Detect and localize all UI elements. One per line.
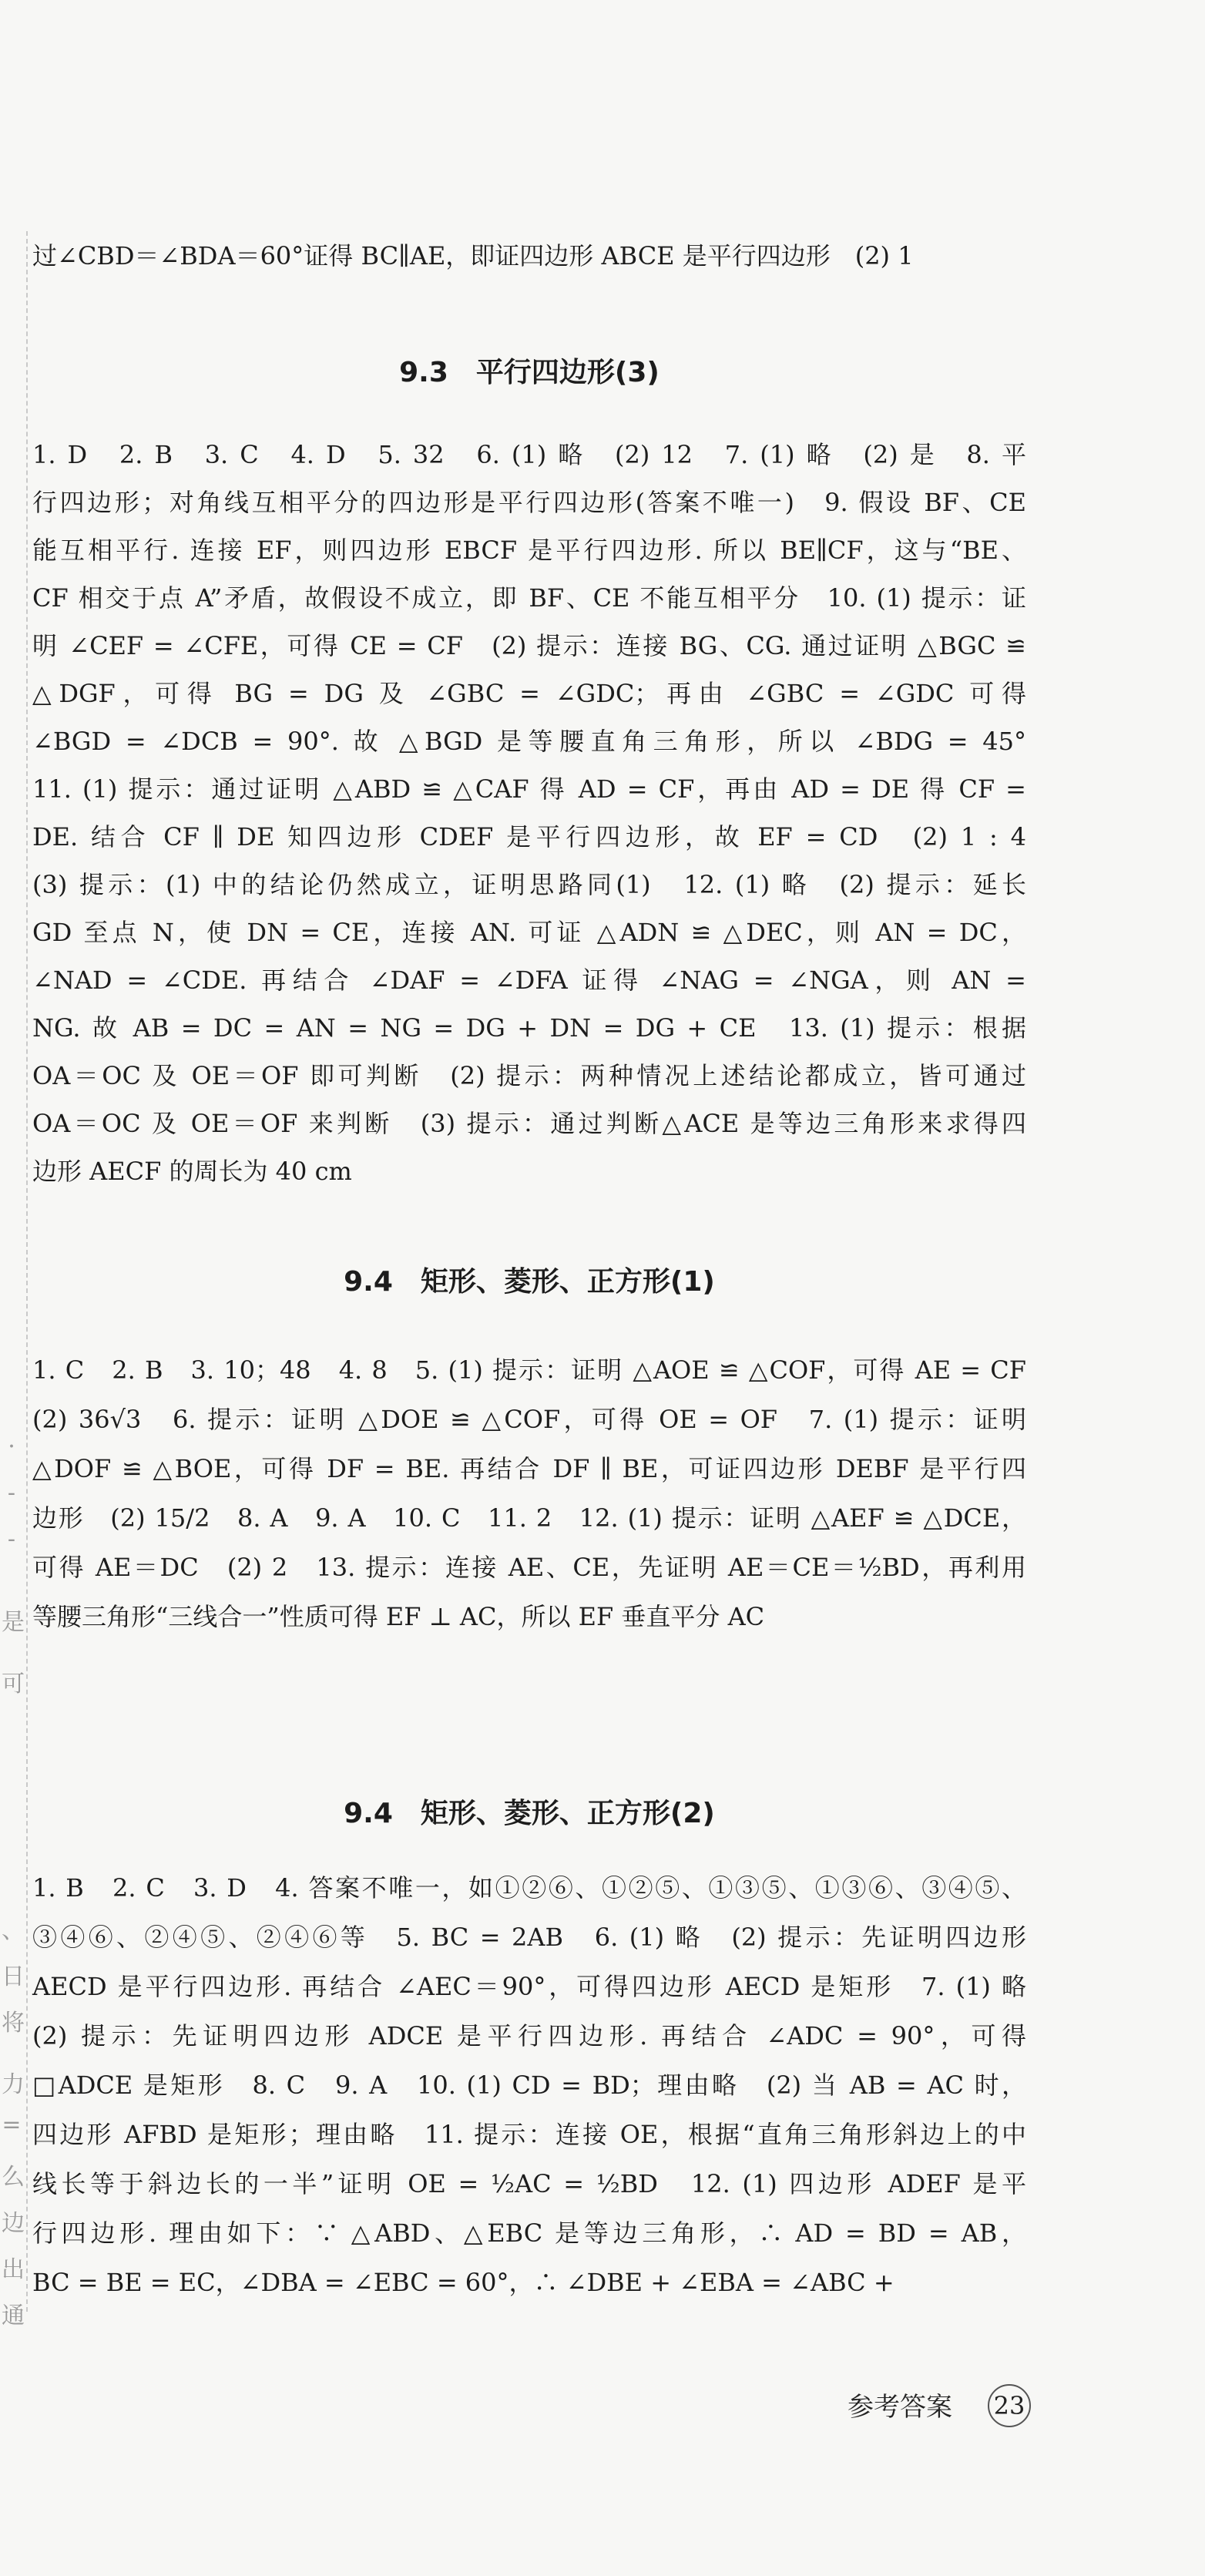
answer-line: 1. C 2. B 3. 10；48 4. 8 5. (1) 提示：证明 △AOE ≌ △COF，可得 AE = CF (32, 1355, 1026, 1385)
gutter-fragment: 日 (2, 1963, 25, 1990)
answer-line: NG. 故 AB = DC = AN = NG = DG + DN = DG + CE 13. (1) 提示：根据 (32, 1013, 1026, 1043)
gutter-fragment: = (2, 2111, 22, 2138)
answer-line: 1. D 2. B 3. C 4. D 5. 32 6. (1) 略 (2) 12 7. (1) 略 (2) 是 8. 平 (32, 440, 1026, 469)
answer-line: □ADCE 是矩形 8. C 9. A 10. (1) CD = BD；理由略 (2) 当 AB = AC 时， (32, 2071, 1026, 2100)
gutter-fragment: 么 (2, 2164, 25, 2191)
answer-line: 边形 AECF 的周长为 40 cm (32, 1157, 352, 1186)
answer-line: (3) 提示：(1) 中的结论仍然成立，证明思路同(1) 12. (1) 略 (2) 提示：延长 (32, 870, 1026, 899)
answer-line: △DGF，可得 BG = DG 及 ∠GBC = ∠GDC；再由 ∠GBC = ∠GDC 可得 (32, 679, 1026, 708)
gutter-fragment: - (7, 1479, 16, 1506)
gutter-fragment: 可 (2, 1671, 25, 1698)
answer-line: ③④⑥、②④⑤、②④⑥等 5. BC = 2AB 6. (1) 略 (2) 提示：先证明四边形 (32, 1923, 1026, 1952)
answer-line: (2) 提示：先证明四边形 ADCE 是平行四边形. 再结合 ∠ADC = 90°，可得 (32, 2021, 1026, 2050)
gutter-fragment: - (7, 1526, 16, 1553)
answer-line: GD 至点 N，使 DN = CE，连接 AN. 可证 △ADN ≌ △DEC，则 AN = DC， (32, 918, 1026, 947)
answer-line: 线长等于斜边长的一半”证明 OE = ½AC = ½BD 12. (1) 四边形 ADEF 是平 (32, 2169, 1026, 2198)
answer-line: ∠BGD = ∠DCB = 90°. 故 △BGD 是等腰直角三角形，所以 ∠BDG = 45° (32, 727, 1026, 756)
answer-line: 明 ∠CEF = ∠CFE，可得 CE = CF (2) 提示：连接 BG、CG. 通过证明 △BGC ≌ (32, 631, 1026, 660)
footer-label: 参考答案 (848, 2392, 952, 2423)
gutter-fragment: 、 (2, 1917, 25, 1944)
answer-line: 等腰三角形“三线合一”性质可得 EF ⊥ AC，所以 EF 垂直平分 AC (32, 1602, 765, 1631)
answer-line: 行四边形. 理由如下：∵ △ABD、△EBC 是等边三角形，∴ AD = BD = AB， (32, 2218, 1026, 2248)
answer-line: CF 相交于点 A”矛盾，故假设不成立，即 BF、CE 不能互相平分 10. (1) 提示：证 (32, 583, 1026, 613)
answer-line: △DOF ≌ △BOE，可得 DF = BE. 再结合 DF ∥ BE，可证四边形 DEBF 是平行四 (32, 1454, 1026, 1483)
gutter-fragment: 力 (2, 2071, 25, 2098)
gutter-fragment: · (8, 1433, 15, 1460)
answer-line: DE. 结合 CF ∥ DE 知四边形 CDEF 是平行四边形，故 EF = CD (2) 1 : 4 (32, 822, 1026, 851)
intro-line: 过∠CBD＝∠BDA＝60°证得 BC∥AE，即证四边形 ABCE 是平行四边形 (2) 1 (32, 241, 914, 270)
page-number-badge: 23 (988, 2384, 1031, 2427)
answer-line: AECD 是平行四边形. 再结合 ∠AEC＝90°，可得四边形 AECD 是矩形 7. (1) 略 (32, 1972, 1026, 2001)
answer-line: OA＝OC 及 OE＝OF 即可判断 (2) 提示：两种情况上述结论都成立，皆可通过 (32, 1061, 1026, 1090)
answer-line: 行四边形；对角线互相平分的四边形是平行四边形(答案不唯一) 9. 假设 BF、CE (32, 488, 1026, 517)
answer-line: 11. (1) 提示：通过证明 △ABD ≌ △CAF 得 AD = CF，再由 AD = DE 得 CF = (32, 774, 1026, 804)
gutter-fragment: 出 (2, 2256, 25, 2283)
gutter-fragment: 边 (2, 2210, 25, 2237)
gutter-fragment: 将 (2, 2010, 25, 2037)
answer-line: 四边形 AFBD 是矩形；理由略 11. 提示：连接 OE，根据“直角三角形斜边上的中 (32, 2120, 1026, 2149)
answer-line: (2) 36√3 6. 提示：证明 △DOE ≌ △COF，可得 OE = OF 7. (1) 提示：证明 (32, 1405, 1026, 1434)
answer-line: ∠NAD = ∠CDE. 再结合 ∠DAF = ∠DFA 证得 ∠NAG = ∠NGA，则 AN = (32, 966, 1026, 995)
section-title-9-4-2: 9.4 矩形、菱形、正方形(2) (344, 1798, 715, 1829)
answer-line: BC = BE = EC，∠DBA = ∠EBC = 60°，∴ ∠DBE + ∠EBA = ∠ABC + (32, 2268, 895, 2297)
gutter-fragment: 是 (2, 1609, 25, 1636)
answer-line: 能互相平行. 连接 EF，则四边形 EBCF 是平行四边形. 所以 BE∥CF，这与“BE、 (32, 536, 1026, 565)
section-title-9-4-1: 9.4 矩形、菱形、正方形(1) (344, 1266, 715, 1298)
gutter-fragment: 通 (2, 2302, 25, 2329)
section-title-9-3: 9.3 平行四边形(3) (399, 357, 660, 388)
answer-line: 可得 AE＝DC (2) 2 13. 提示：连接 AE、CE，先证明 AE＝CE＝½BD，再利用 (32, 1553, 1026, 1582)
answer-line: OA＝OC 及 OE＝OF 来判断 (3) 提示：通过判断△ACE 是等边三角形来求得四 (32, 1109, 1026, 1138)
answer-line: 边形 (2) 15/2 8. A 9. A 10. C 11. 2 12. (1) 提示：证明 △AEF ≌ △DCE， (32, 1503, 1026, 1533)
binding-fold-line (26, 231, 28, 2312)
answer-line: 1. B 2. C 3. D 4. 答案不唯一，如①②⑥、①②⑤、①③⑤、①③⑥、③④⑤、 (32, 1873, 1026, 1903)
